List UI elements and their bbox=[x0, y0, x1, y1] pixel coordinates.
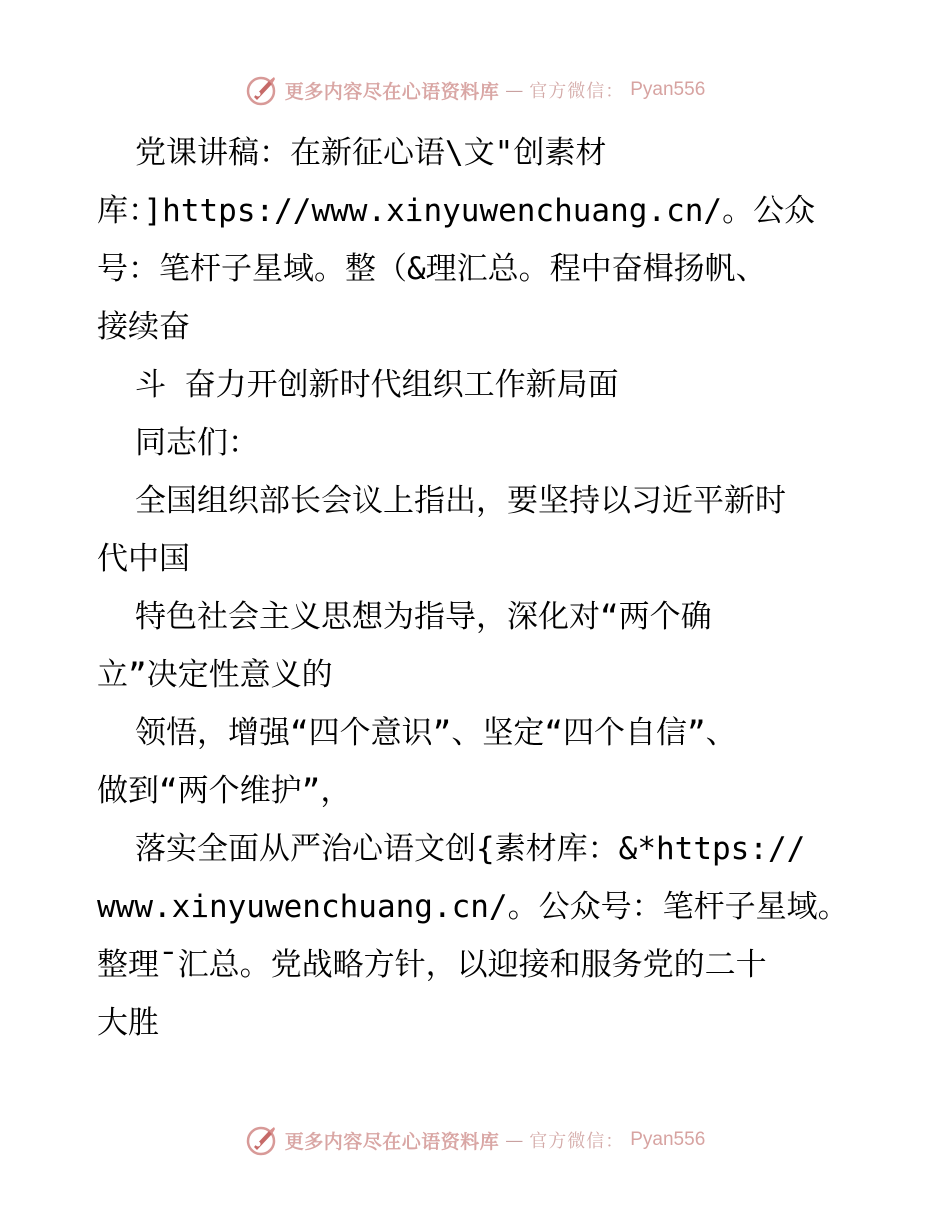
watermark-text: 更多内容尽在心语资料库 bbox=[284, 80, 500, 103]
document-line: 做到“两个维护”， bbox=[97, 773, 352, 809]
document-line: 整理¯汇总。党战略方针，以迎接和服务党的二十 bbox=[97, 947, 767, 983]
watermark-wechat-label: 官方微信： bbox=[529, 1131, 625, 1152]
document-line: 接续奋 bbox=[97, 309, 190, 345]
footer-watermark bbox=[0, 1120, 950, 1160]
watermark-separator: — bbox=[505, 1129, 524, 1151]
document-line: 领悟，增强“四个意识”、坚定“四个自信”、 bbox=[135, 715, 737, 751]
document-line: 落实全面从严治心语文创{素材库：&*https:// bbox=[135, 831, 806, 867]
watermark-wechat-id: Pyan556 bbox=[630, 79, 706, 100]
document-line: www.xinyuwenchuang.cn/。公众号：笔杆子星域。 bbox=[97, 889, 849, 925]
header-watermark bbox=[0, 70, 950, 110]
document-line: 同志们： bbox=[135, 425, 259, 461]
watermark-wechat-id: Pyan556 bbox=[630, 1129, 706, 1150]
document-body bbox=[97, 124, 857, 1052]
watermark-text: 更多内容尽在心语资料库 bbox=[284, 1130, 500, 1153]
document-line: 立”决定性意义的 bbox=[97, 657, 333, 693]
document-line: 大胜 bbox=[97, 1005, 159, 1041]
document-line: 特色社会主义思想为指导，深化对“两个确 bbox=[135, 599, 712, 635]
document-line: 代中国 bbox=[97, 541, 190, 577]
document-line: 党课讲稿：在新征心语\文"创素材 bbox=[135, 135, 607, 171]
watermark-separator: — bbox=[505, 79, 524, 101]
document-line: 号：笔杆子星域。整（&理汇总。程中奋楫扬帆、 bbox=[97, 251, 767, 287]
document-line: 库：]https://www.xinyuwenchuang.cn/。公众 bbox=[97, 193, 816, 229]
document-line: 斗 奋力开创新时代组织工作新局面 bbox=[135, 367, 619, 403]
quill-seal-icon bbox=[245, 73, 279, 107]
quill-seal-icon bbox=[245, 1123, 279, 1157]
document-line: 全国组织部长会议上指出，要坚持以习近平新时 bbox=[135, 483, 786, 519]
watermark-wechat-label: 官方微信： bbox=[529, 81, 625, 102]
